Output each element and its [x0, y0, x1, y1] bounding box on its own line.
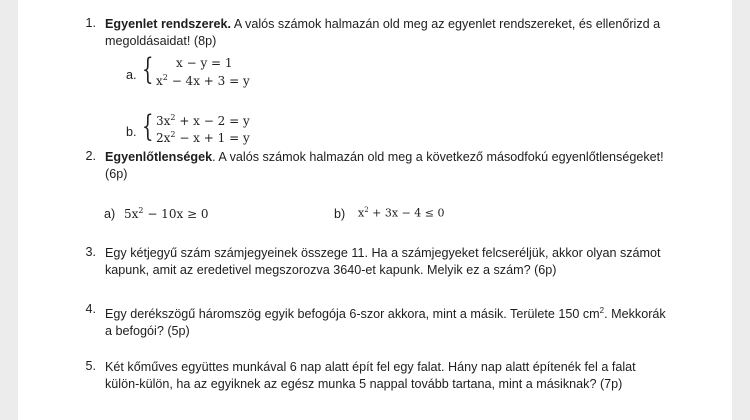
problem-line1: Két kőműves együttes munkával 6 nap alatt épít fel egy falat. Hány nap alatt építenék fel a falat: [105, 360, 636, 374]
problem-title: Egyenlet rendszerek.: [105, 17, 231, 31]
problem-text: [105, 16, 725, 50]
problem-line1: Egy derékszögű háromszög egyik befogója 6-szor akkora, mint a másik. Területe 150 $cm^2$. Mekkorák: [105, 306, 666, 322]
problem-text: [105, 302, 725, 340]
part-label: a): [104, 207, 116, 221]
problem-line2: külön-külön, ha az egyiknek az egész munka 5 nappal tovább tartana, mint a másiknak? (7p): [105, 377, 623, 391]
brace-icon: {: [142, 52, 154, 87]
part-label: a.: [126, 68, 137, 82]
part-label: b): [334, 207, 346, 221]
problem-line2: (6p): [105, 167, 128, 181]
problem-number: 5.: [85, 359, 96, 373]
worksheet-page: [18, 0, 732, 420]
inequality-b: $x^2 + 3x - 4 \le 0$: [358, 206, 445, 220]
problem-text: [105, 149, 725, 183]
problem-number: 2.: [85, 149, 96, 163]
problem-number: 1.: [85, 16, 96, 30]
problem-text: [105, 245, 725, 279]
problem-number: 4.: [85, 302, 96, 316]
problem-line2: megoldásaidat! (8p): [105, 34, 217, 48]
part-label: b.: [126, 125, 137, 139]
problem-line1: A valós számok halmazán old meg az egyenlet rendszereket, és ellenőrizd a: [233, 17, 661, 31]
problem-line1: . A valós számok halmazán old meg a következő másodfokú egyenlőtlenségeket!: [212, 150, 664, 164]
equation-2: $x^2 - 4x + 3 = y$: [156, 73, 250, 88]
problem-line2: a befogói? (5p): [105, 324, 190, 339]
problem-line2: kapunk, amit az eredetivel megszorozva 3640-et kapunk. Melyik ez a szám? (6p): [105, 263, 557, 277]
equation-1: $3x^2 + x - 2 = y$: [156, 113, 250, 128]
inequality-a: $5x^2 - 10x \ge 0$: [124, 206, 209, 221]
problem-title: Egyenlőtlenségek: [105, 150, 213, 164]
problem-text: [105, 359, 725, 393]
equation-1: x − y = 1: [176, 56, 233, 70]
brace-icon: {: [142, 109, 154, 144]
equation-2: $2x^2 - x + 1 = y$: [156, 130, 250, 145]
problem-number: 3.: [85, 245, 96, 259]
problem-line1: Egy kétjegyű szám számjegyeinek összege 11. Ha a számjegyeket felcseréljük, akkor olyan számot: [105, 246, 661, 260]
